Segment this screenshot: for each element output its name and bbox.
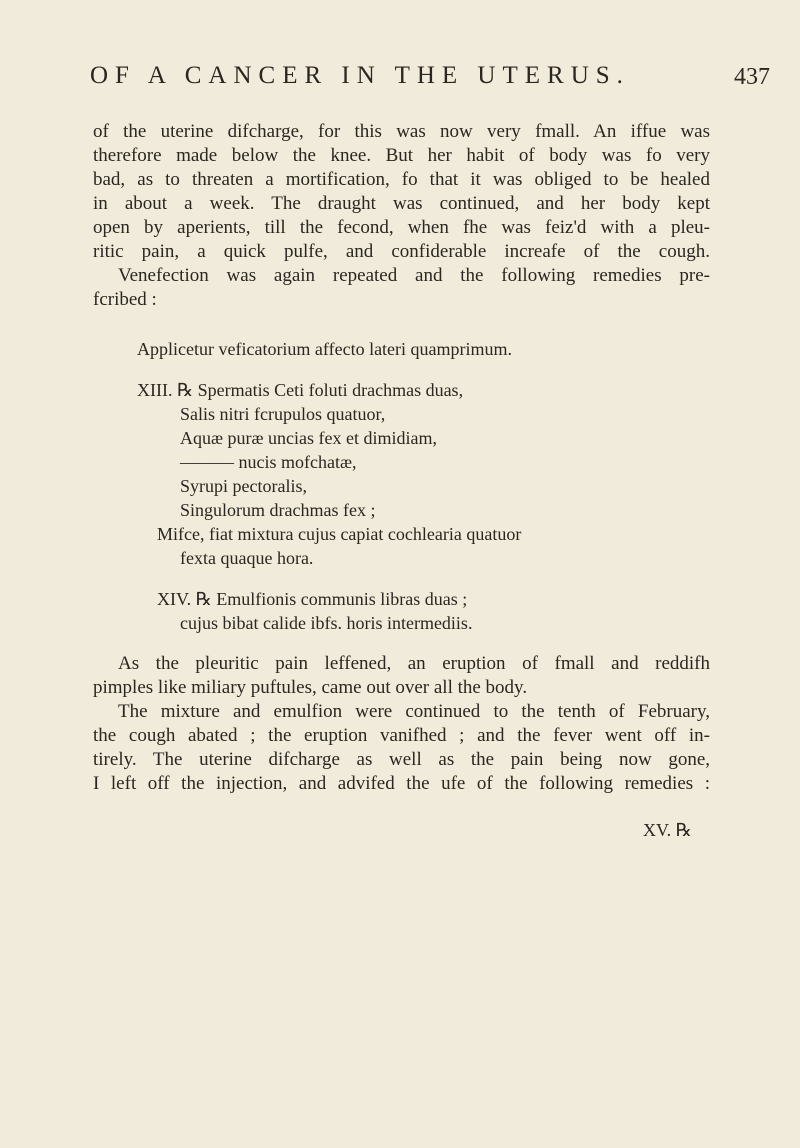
- text-line: Venefection was again repeated and the following remedies pre-: [118, 265, 710, 286]
- text-line: ritic pain, a quick pulfe, and confiderable increafe of the cough.: [93, 241, 710, 262]
- text-line: bad, as to threaten a mortification, fo that it was obliged to be healed: [93, 169, 710, 190]
- text-line: pimples like miliary puftules, came out over all the body.: [93, 677, 528, 698]
- recipe-line: XIII. ℞ Spermatis Ceti foluti drachmas duas,: [137, 380, 464, 400]
- recipe-line: Salis nitri fcrupulos quatuor,: [180, 404, 386, 424]
- recipe-line: XIV. ℞ Emulfionis communis libras duas ;: [157, 589, 468, 609]
- running-title: OF A CANCER IN THE UTERUS.: [90, 62, 630, 89]
- recipe-line: fexta quaque hora.: [180, 548, 314, 568]
- running-head: [90, 60, 770, 100]
- recipe-line: ——— nucis mofchatæ,: [180, 452, 357, 472]
- recipe-line: Mifce, fiat mixtura cujus capiat cochlearia quatuor: [157, 524, 522, 544]
- page-number: 437: [734, 64, 770, 90]
- text-line: therefore made below the knee. But her habit of body was fo very: [93, 145, 710, 166]
- text-line: The mixture and emulfion were continued to the tenth of February,: [118, 701, 710, 722]
- text-line: open by aperients, till the fecond, when fhe was feiz'd with a pleu-: [93, 217, 710, 238]
- prescription-intro: Applicetur veficatorium affecto lateri quamprimum.: [137, 339, 513, 359]
- recipe-line: Aquæ puræ uncias fex et dimidiam,: [180, 428, 437, 448]
- text-line: in about a week. The draught was continued, and her body kept: [93, 193, 710, 214]
- recipe-line: Singulorum drachmas fex ;: [180, 500, 376, 520]
- text-line: As the pleuritic pain leffened, an eruption of fmall and reddifh: [118, 653, 710, 674]
- catchword: XV. ℞: [643, 820, 692, 840]
- text-line: I left off the injection, and advifed the ufe of the following remedies :: [93, 773, 710, 794]
- recipe-line: cujus bibat calide ibfs. horis intermediis.: [180, 613, 473, 633]
- text-line: of the uterine difcharge, for this was now very fmall. An iffue was: [93, 121, 710, 142]
- recipe-line: Syrupi pectoralis,: [180, 476, 307, 496]
- text-line: the cough abated ; the eruption vanifhed ; and the fever went off in-: [93, 725, 710, 746]
- text-line: fcribed :: [93, 289, 157, 310]
- text-line: tirely. The uterine difcharge as well as the pain being now gone,: [93, 749, 710, 770]
